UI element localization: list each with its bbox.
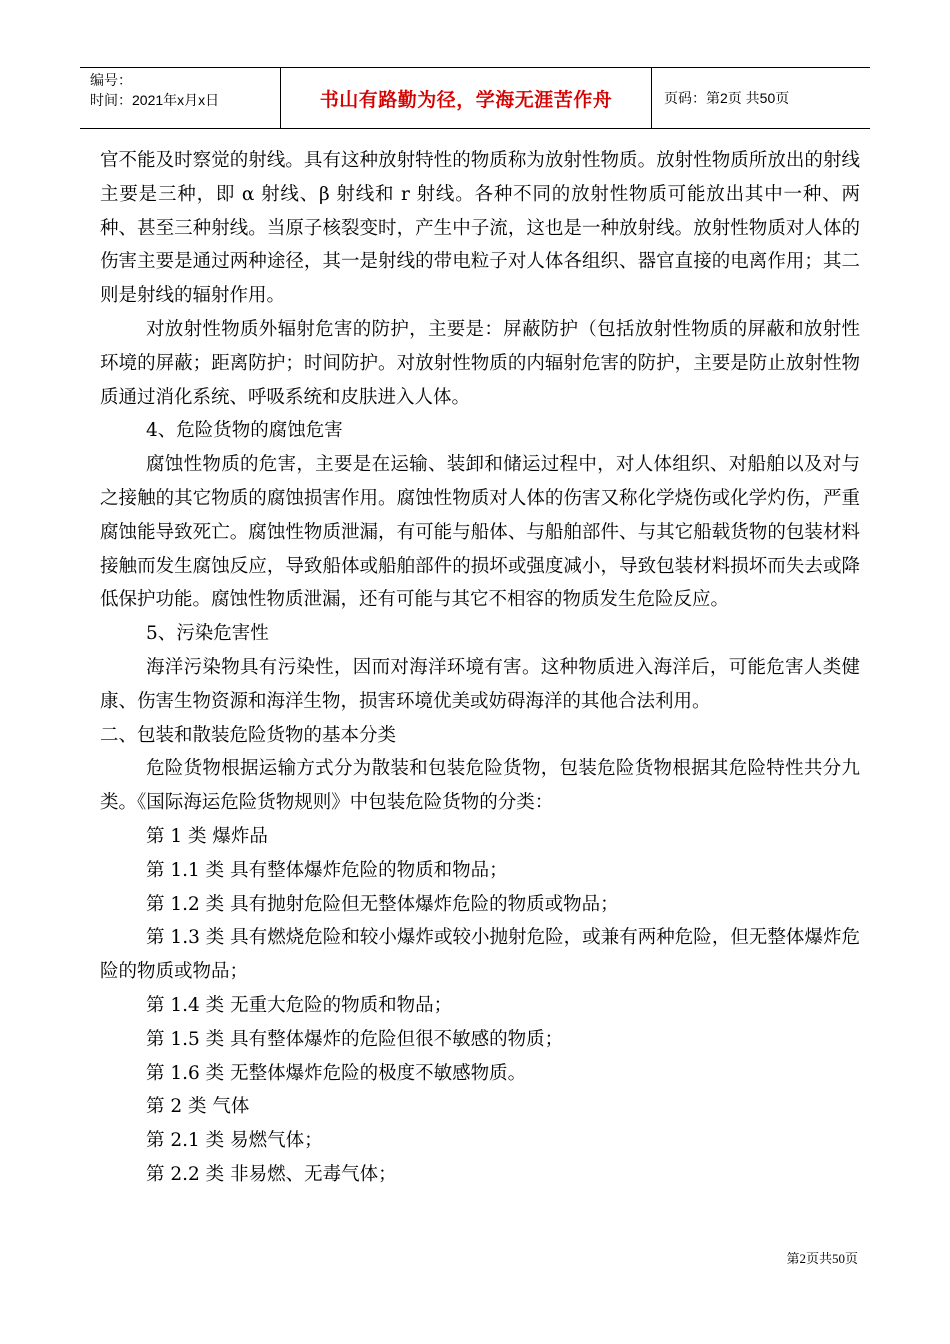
header-info-cell bbox=[80, 68, 280, 128]
class-item: 第 1.5 类 具有整体爆炸的危险但很不敏感的物质； bbox=[146, 1028, 564, 1050]
page-header bbox=[80, 67, 870, 129]
section-heading: 4、危险货物的腐蚀危害 bbox=[146, 420, 343, 442]
motto-text: 书山有路勤为径，学海无涯苦作舟 bbox=[319, 88, 613, 111]
header-motto-cell bbox=[280, 68, 652, 128]
class-item: 第 2 类 气体 bbox=[146, 1096, 250, 1118]
paragraph: 对放射性物质外辐射危害的防护，主要是：屏蔽防护（包括放射性物质的屏蔽和放射性环境的屏蔽；距离防护；时间防护。对放射性物质的内辐射危害的防护，主要是防止放射性物质通过消化系统、呼吸系统和皮肤进入人体。 bbox=[100, 318, 860, 408]
body-text bbox=[100, 144, 860, 1192]
page-footer bbox=[786, 1248, 858, 1267]
class-item: 第 1.2 类 具有抛射危险但无整体爆炸危险的物质或物品； bbox=[146, 893, 619, 915]
class-item: 第 2.1 类 易燃气体； bbox=[146, 1130, 323, 1152]
class-item: 第 2.2 类 非易燃、无毒气体； bbox=[146, 1163, 397, 1185]
class-item: 第 1.1 类 具有整体爆炸危险的物质和物品； bbox=[146, 859, 508, 881]
class-item: 第 1 类 爆炸品 bbox=[146, 825, 268, 847]
class-item: 第 1.3 类 具有燃烧危险和较小爆炸或较小抛射危险，或兼有两种危险，但无整体爆炸危险的物质或物品； bbox=[100, 927, 860, 983]
paragraph: 海洋污染物具有污染性，因而对海洋环境有害。这种物质进入海洋后，可能危害人类健康、伤害生物资源和海洋生物，损害环境优美或妨碍海洋的其他合法利用。 bbox=[100, 656, 860, 712]
number-label: 编号： bbox=[90, 72, 132, 88]
footer-page-number: 第2页共50页 bbox=[786, 1251, 858, 1266]
class-item: 第 1.6 类 无整体爆炸危险的极度不敏感物质。 bbox=[146, 1062, 527, 1084]
header-page-cell bbox=[652, 68, 870, 128]
paragraph: 官不能及时察觉的射线。具有这种放射特性的物质称为放射性物质。放射性物质所放出的射线主要是三种，即 α 射线、β 射线和 r 射线。各种不同的放射性物质可能放出其中一种、两种、甚至三种射线。当原子核裂变时，产生中子流，这也是一种放射线。放射性物质对人体的伤害主要是通过两种途径，其一是射线的带电粒子对人体各组织、器官直接的电离作用；其二则是射线的辐射作用。 bbox=[100, 150, 860, 307]
paragraph: 危险货物根据运输方式分为散装和包装危险货物，包装危险货物根据其危险特性共分九类。《国际海运危险货物规则》中包装危险货物的分类： bbox=[100, 758, 860, 814]
date-label: 时间：2021年x月x日 bbox=[90, 92, 220, 108]
paragraph: 腐蚀性物质的危害，主要是在运输、装卸和储运过程中，对人体组织、对船舶以及对与之接触的其它物质的腐蚀损害作用。腐蚀性物质对人体的伤害又称化学烧伤或化学灼伤，严重腐蚀能导致死亡。腐蚀性物质泄漏，有可能与船体、与船舶部件、与其它船载货物的包装材料接触而发生腐蚀反应，导致船体或船舶部件的损坏或强度减小，导致包装材料损坏而失去或降低保护功能。腐蚀性物质泄漏，还有可能与其它不相容的物质发生危险反应。 bbox=[100, 454, 860, 611]
class-item: 第 1.4 类 无重大危险的物质和物品； bbox=[146, 994, 453, 1016]
page-number-label: 页码：第2页 共50页 bbox=[664, 90, 790, 106]
section-heading: 5、污染危害性 bbox=[146, 623, 269, 645]
section-heading: 二、包装和散装危险货物的基本分类 bbox=[100, 724, 397, 746]
